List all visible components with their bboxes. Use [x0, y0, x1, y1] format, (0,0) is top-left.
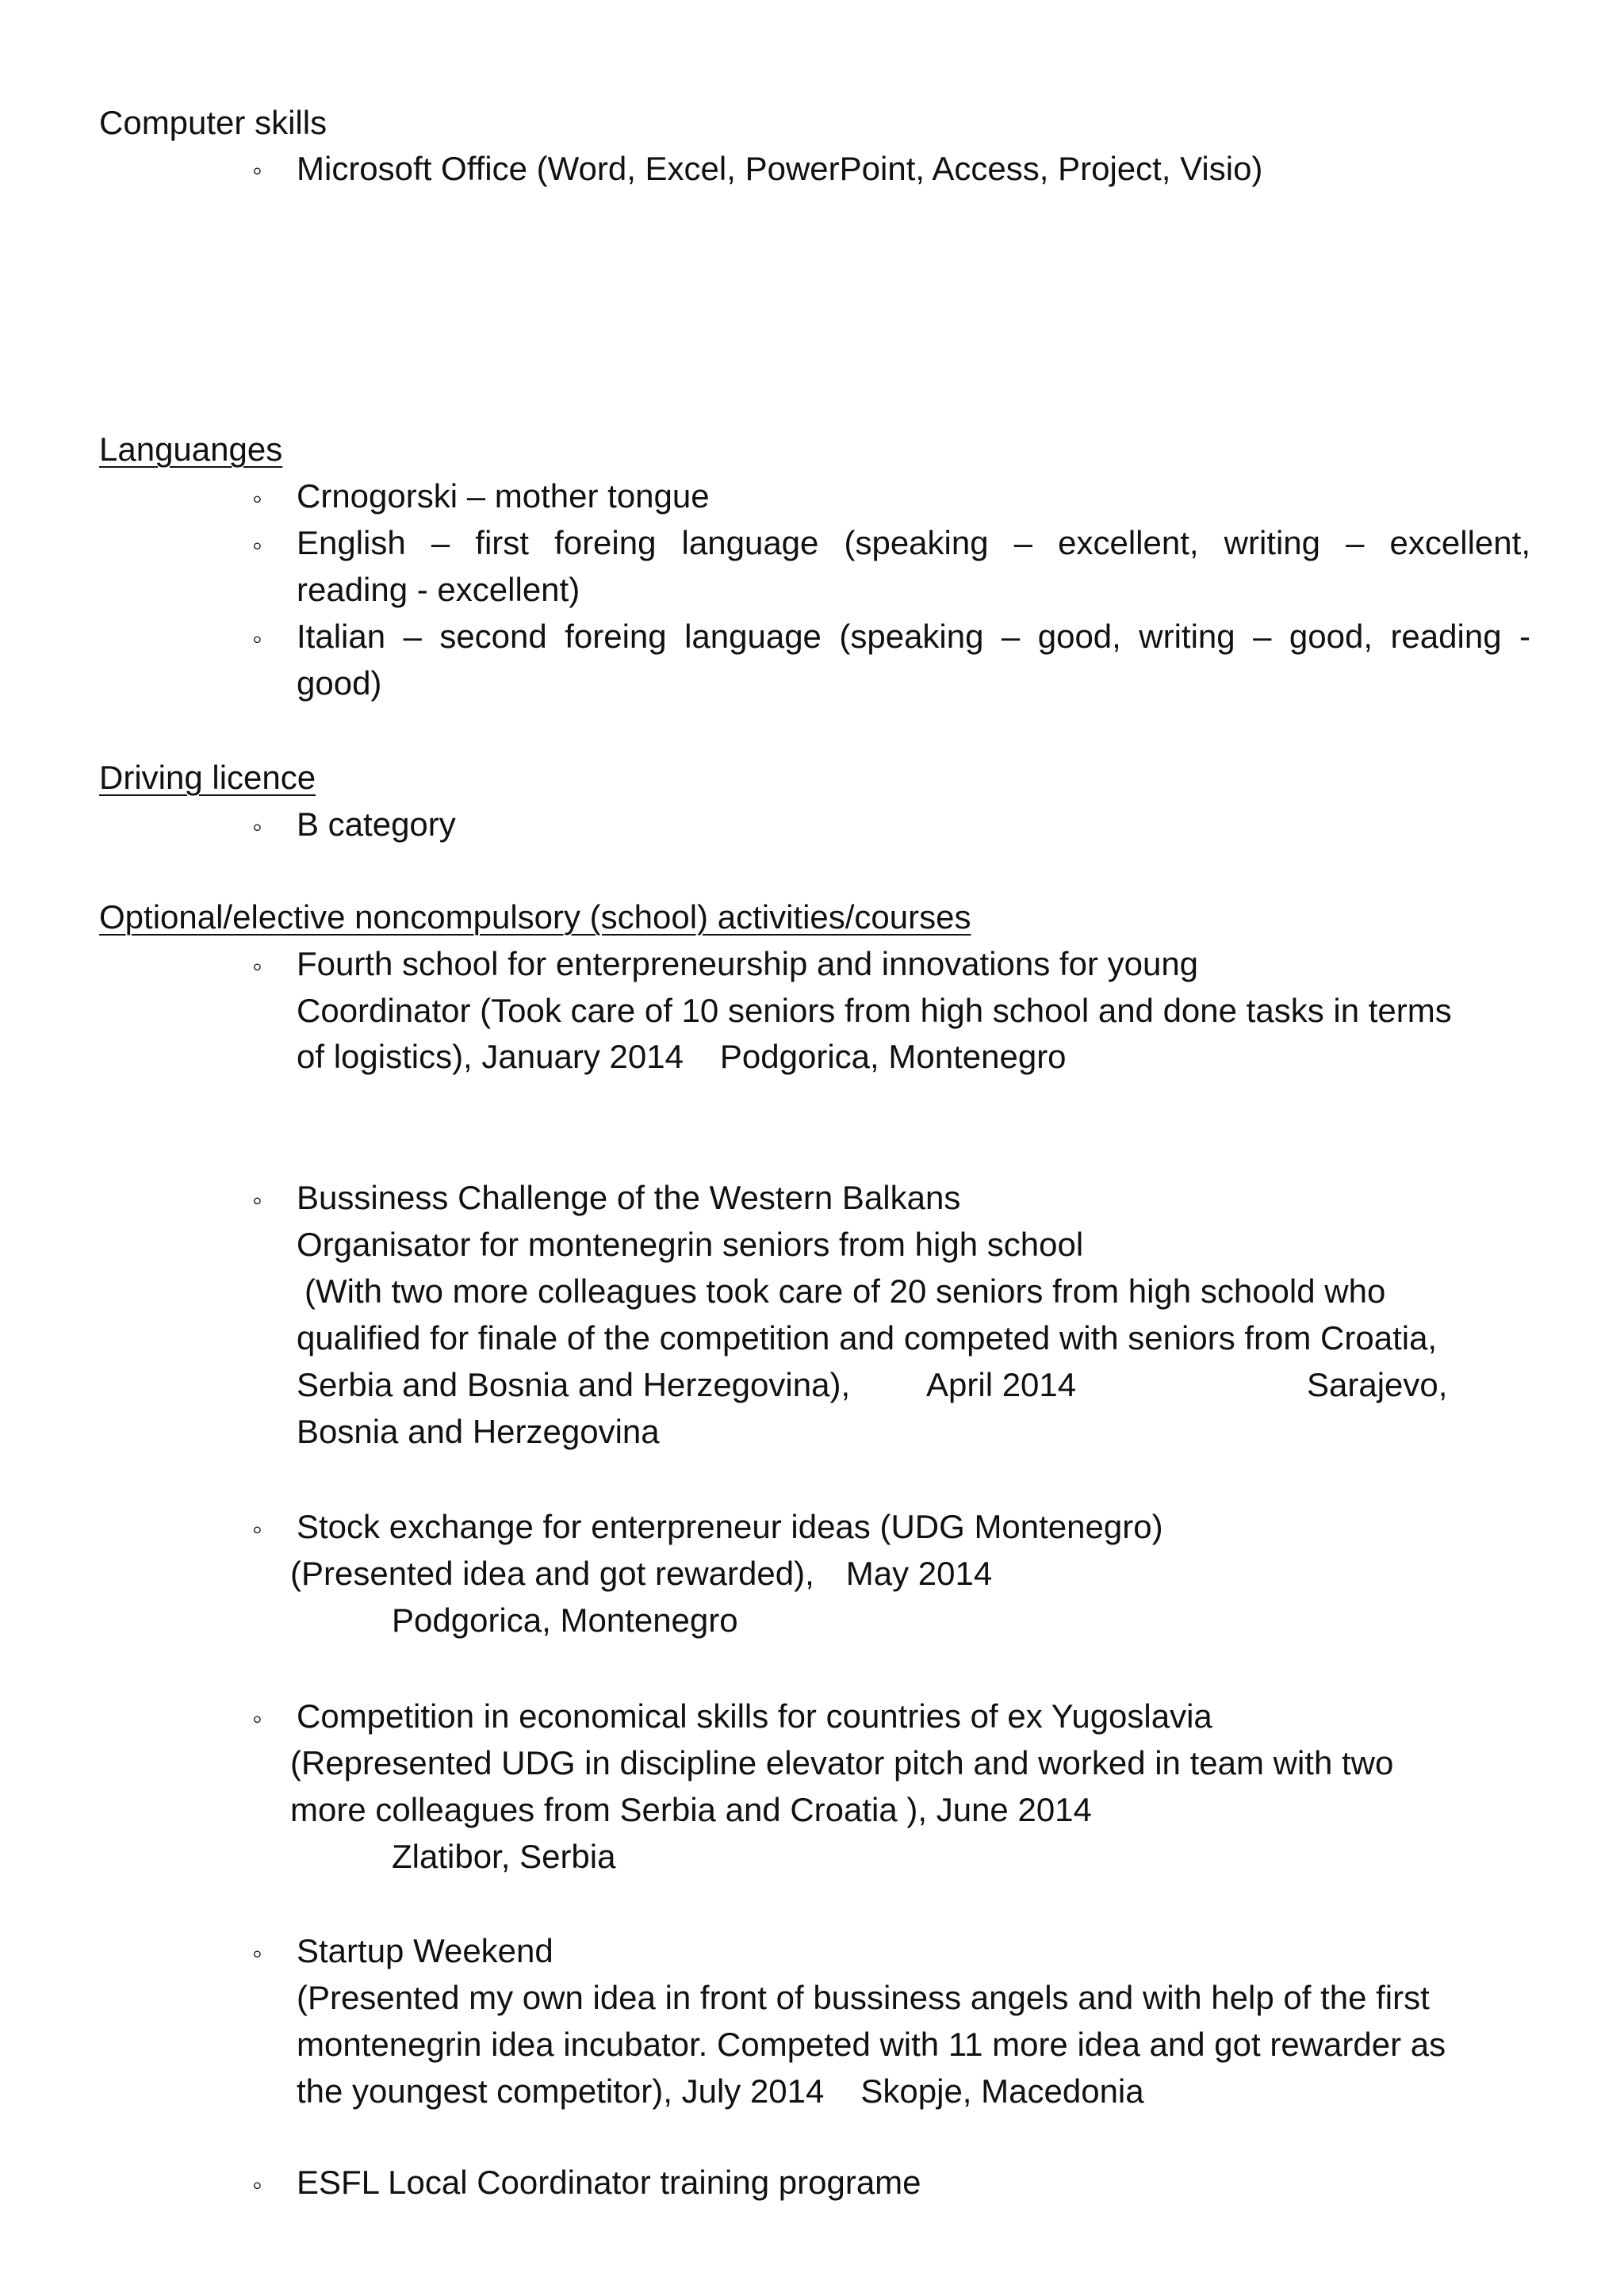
activity-line: Bosnia and Herzegovina — [297, 1413, 660, 1450]
bullet: ◦ — [252, 1937, 262, 1969]
activity-location: Zlatibor, Serbia — [392, 1838, 616, 1875]
computer-skills-heading: Computer skills — [99, 104, 327, 141]
activity-description: (Presented idea and got rewarded), — [290, 1555, 814, 1592]
bullet: ◦ — [252, 1702, 262, 1735]
activity-title: Fourth school for enterpreneurship and innovations for young — [297, 945, 1199, 982]
language-item-english-line1: English – first foreing language (speaking – excellent, writing – excellent, — [297, 524, 1530, 561]
activity-line — [297, 2068, 1144, 2114]
activity-line: more colleagues from Serbia and Croatia ), June 2014 — [290, 1791, 1092, 1828]
activity-title: Bussiness Challenge of the Western Balkans — [297, 1179, 961, 1216]
activity-location: Podgorica, Montenegro — [719, 1038, 1067, 1075]
activity-line: (Presented my own idea in front of bussiness angels and with help of the first — [297, 1979, 1430, 2016]
bullet: ◦ — [252, 2168, 262, 2201]
activity-title: Competition in economical skills for countries of ex Yugoslavia — [297, 1697, 1212, 1735]
bullet: ◦ — [252, 529, 262, 561]
activity-line: montenegrin idea incubator. Competed with 11 more idea and got rewarder as — [297, 2026, 1446, 2063]
activity-date: of logistics), January 2014 — [297, 1038, 684, 1075]
bullet: ◦ — [252, 810, 262, 843]
language-item-english-line2: reading - excellent) — [297, 571, 580, 608]
language-item-montenegrin: Crnogorski – mother tongue — [297, 477, 710, 515]
activity-location: Skopje, Macedonia — [860, 2072, 1144, 2110]
activity-line: qualified for finale of the competition and competed with seniors from Croatia, — [297, 1319, 1438, 1357]
activity-title: ESFL Local Coordinator training programe — [297, 2164, 921, 2201]
activity-line: Coordinator (Took care of 10 seniors from high school and done tasks in terms — [297, 992, 1452, 1029]
bullet: ◦ — [252, 1513, 262, 1545]
bullet: ◦ — [252, 482, 262, 515]
activity-title: Stock exchange for enterpreneur ideas (UDG Montenegro) — [297, 1508, 1163, 1545]
computer-skill-item: Microsoft Office (Word, Excel, PowerPoint, Access, Project, Visio) — [297, 150, 1263, 187]
activity-line: Serbia and Bosnia and Herzegovina), — [297, 1366, 851, 1403]
activities-heading: Optional/elective noncompulsory (school) activities/courses — [99, 898, 971, 936]
activity-line: (With two more colleagues took care of 20 seniors from high schoold who — [304, 1272, 1386, 1310]
activity-description: the youngest competitor), July 2014 — [297, 2072, 825, 2110]
activity-date: May 2014 — [845, 1555, 993, 1592]
activity-title: Startup Weekend — [297, 1932, 553, 1969]
activity-line — [290, 1551, 992, 1597]
bullet: ◦ — [252, 1184, 262, 1216]
bullet: ◦ — [252, 950, 262, 982]
activity-line: (Represented UDG in discipline elevator pitch and worked in team with two — [290, 1744, 1394, 1781]
activity-location: Podgorica, Montenegro — [392, 1601, 738, 1639]
activity-date: April 2014 — [926, 1366, 1077, 1403]
language-item-italian-line1: Italian – second foreing language (speaking – good, writing – good, reading - — [297, 618, 1530, 655]
activity-line — [297, 1034, 1067, 1080]
languages-heading: Languanges — [99, 430, 283, 468]
activity-location: Sarajevo, — [1307, 1366, 1448, 1403]
bullet: ◦ — [252, 622, 262, 655]
bullet: ◦ — [252, 154, 262, 186]
driving-licence-category: B category — [297, 806, 456, 843]
activity-line: Organisator for montenegrin seniors from high school — [297, 1226, 1084, 1263]
driving-licence-heading: Driving licence — [99, 759, 316, 796]
language-item-italian-line2: good) — [297, 664, 382, 702]
